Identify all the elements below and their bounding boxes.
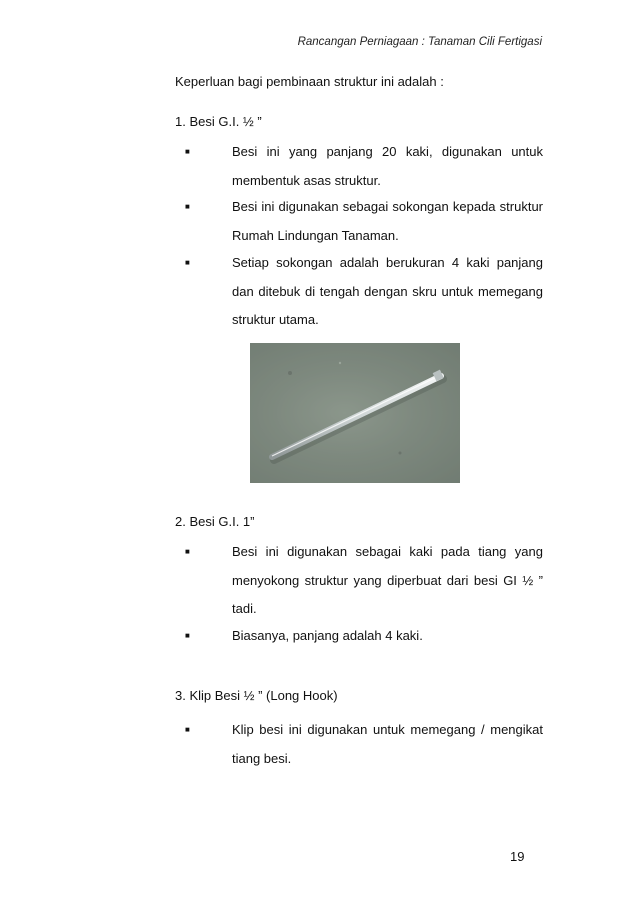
gi-pipe-image — [250, 343, 460, 483]
gi-pipe-photo — [250, 343, 460, 483]
section-3-title: 3. Klip Besi ½ ” (Long Hook) — [175, 688, 338, 703]
bullet-icon: ■ — [185, 258, 190, 267]
running-header: Rancangan Perniagaan : Tanaman Cili Fertigasi — [297, 36, 542, 48]
bullet-icon: ■ — [185, 547, 190, 556]
list-item-text: Besi ini yang panjang 20 kaki, digunakan untuk membentuk asas struktur. — [232, 144, 543, 188]
bullet-icon: ■ — [185, 725, 190, 734]
list-item — [185, 249, 543, 335]
intro-text: Keperluan bagi pembinaan struktur ini adalah : — [175, 74, 444, 89]
list-item-text: Biasanya, panjang adalah 4 kaki. — [232, 628, 423, 643]
list-item-text: Klip besi ini digunakan untuk memegang / mengikat tiang besi. — [232, 722, 543, 766]
list-item — [185, 138, 543, 195]
list-item — [185, 716, 543, 773]
list-item-text: Besi ini digunakan sebagai kaki pada tiang yang menyokong struktur yang diperbuat dari besi GI ½ ” tadi. — [232, 544, 543, 616]
list-item-text: Setiap sokongan adalah berukuran 4 kaki panjang dan ditebuk di tengah dengan skru untuk memegang struktur utama. — [232, 255, 543, 327]
list-item — [185, 538, 543, 624]
section-1-title: 1. Besi G.I. ½ ” — [175, 114, 262, 129]
bullet-icon: ■ — [185, 202, 190, 211]
list-item — [185, 622, 543, 651]
page-number: 19 — [510, 849, 525, 864]
list-item — [185, 193, 543, 250]
list-item-text: Besi ini digunakan sebagai sokongan kepada struktur Rumah Lindungan Tanaman. — [232, 199, 543, 243]
bullet-icon: ■ — [185, 147, 190, 156]
section-2-title: 2. Besi G.I. 1” — [175, 514, 255, 529]
bullet-icon: ■ — [185, 631, 190, 640]
